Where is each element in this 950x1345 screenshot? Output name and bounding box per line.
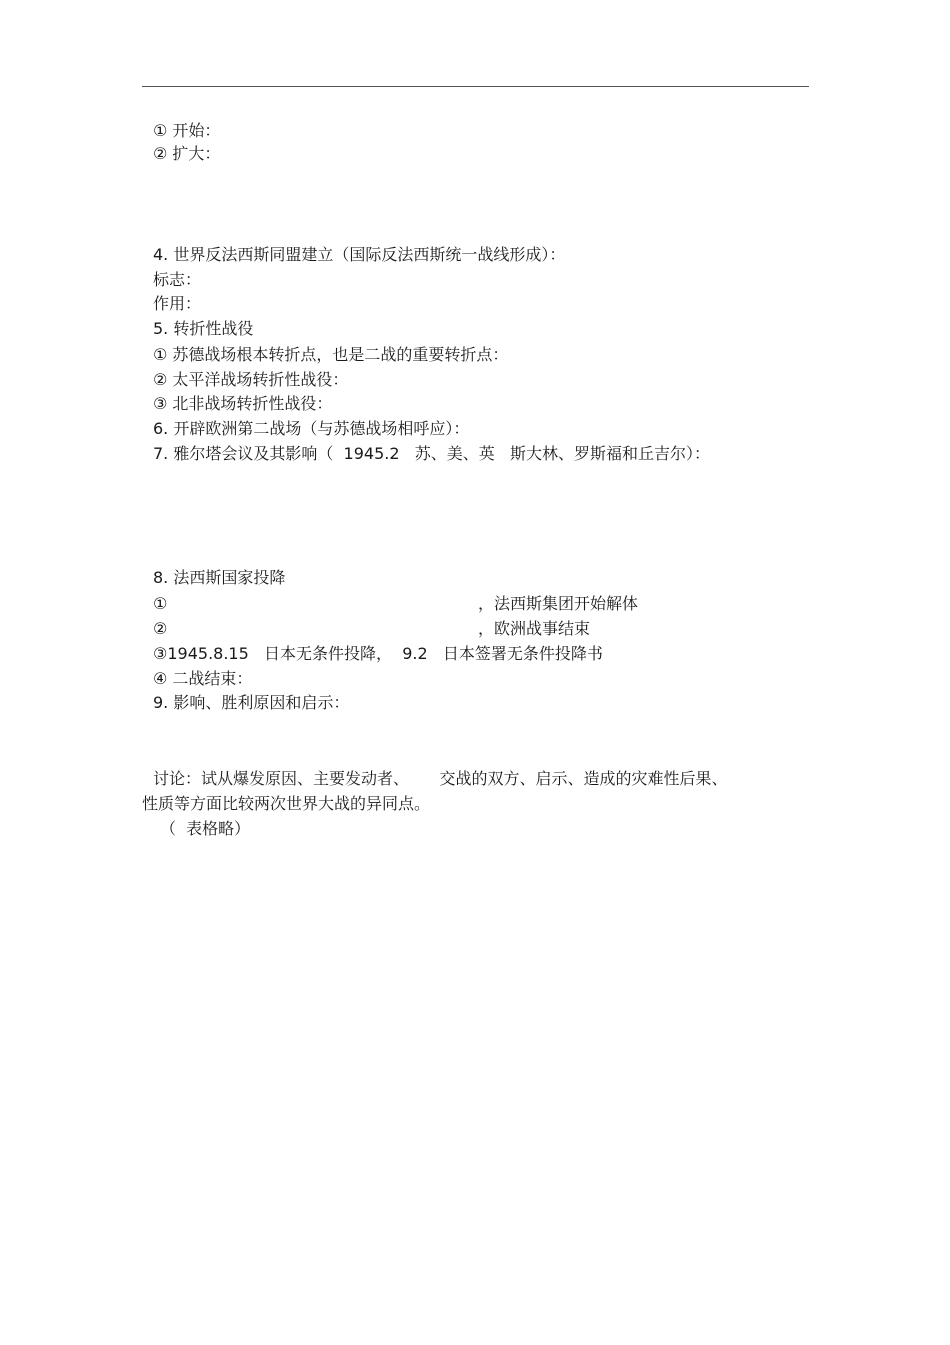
item-pacific-turn: ② 太平洋战场转折性战役： [153, 370, 349, 389]
item-surrender-2-marker: ② [153, 619, 168, 638]
item-surrender-1-marker: ① [153, 594, 168, 613]
discussion-line-2: 性质等方面比较两次世界大战的异同点。 [142, 794, 431, 813]
table-omitted-note: （ 表格略） [160, 819, 251, 838]
item-sign: 标志： [153, 270, 202, 289]
section-7-heading: 7. 雅尔塔会议及其影响（ 1945.2 苏、美、英 斯大林、罗斯福和丘吉尔）： [153, 444, 711, 463]
section-5-heading: 5. 转折性战役 [153, 319, 254, 338]
item-japan-surrender: ③1945.8.15 日本无条件投降， 9.2 日本签署无条件投降书 [153, 644, 603, 663]
section-4-heading: 4. 世界反法西斯同盟建立（国际反法西斯统一战线形成）： [153, 245, 566, 264]
item-expand: ② 扩大： [153, 144, 221, 163]
item-role: 作用： [153, 294, 202, 313]
item-surrender-1-text: ，法西斯集团开始解体 [478, 594, 639, 613]
item-start: ① 开始： [153, 121, 221, 140]
item-soviet-german-turn: ① 苏德战场根本转折点，也是二战的重要转折点： [153, 345, 509, 364]
discussion-line-1: 讨论：试从爆发原因、主要发动者、 交战的双方、启示、造成的灾难性后果、 [153, 769, 728, 788]
section-9-heading: 9. 影响、胜利原因和启示： [153, 693, 350, 712]
header-rule [142, 86, 809, 87]
item-north-africa-turn: ③ 北非战场转折性战役： [153, 394, 333, 413]
section-6-heading: 6. 开辟欧洲第二战场（与苏德战场相呼应）： [153, 419, 470, 438]
item-surrender-2-text: ，欧洲战事结束 [478, 619, 591, 638]
section-8-heading: 8. 法西斯国家投降 [153, 568, 286, 587]
item-war-end: ④ 二战结束： [153, 669, 253, 688]
